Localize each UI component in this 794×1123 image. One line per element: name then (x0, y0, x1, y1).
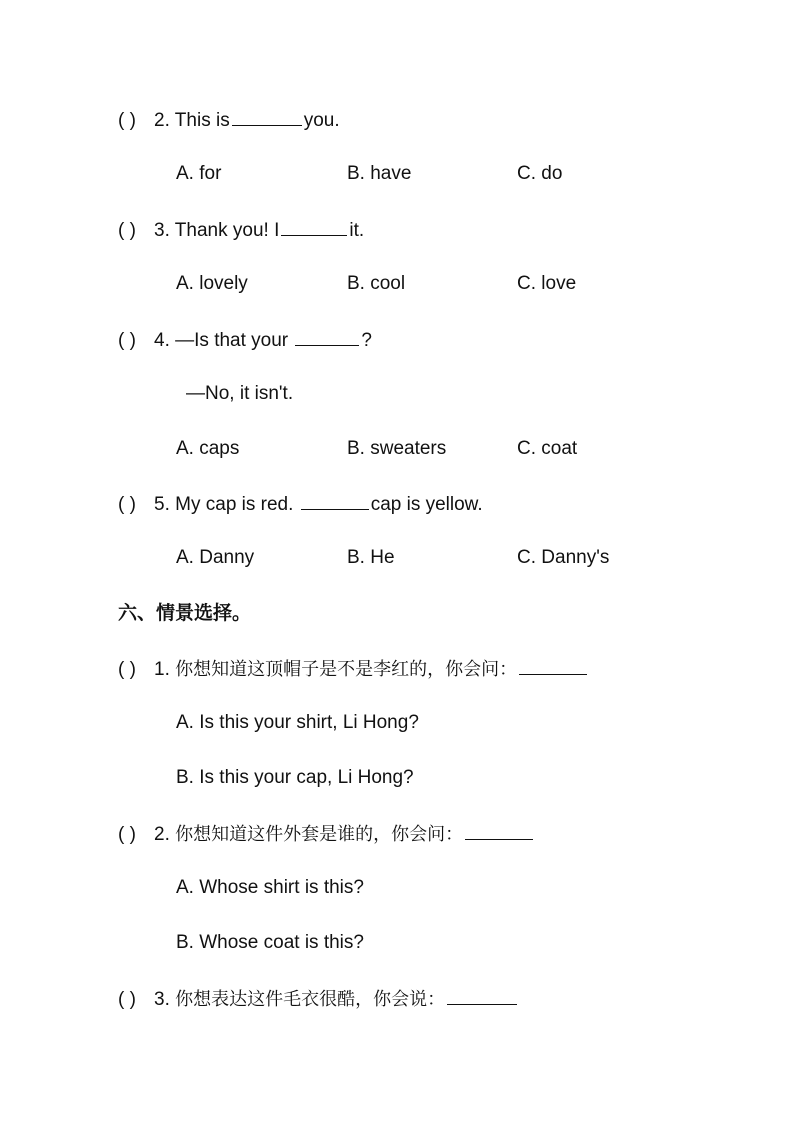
question-text-after: it. (349, 220, 365, 241)
question-number: 4. (154, 330, 170, 351)
question-3 (118, 217, 364, 243)
dialogue-reply: —No, it isn't. (186, 383, 294, 404)
option-b: B. Whose coat is this? (176, 932, 364, 953)
option-b: B. sweaters (347, 438, 447, 459)
scenario-question-1 (118, 656, 589, 682)
question-number: 3. (154, 989, 170, 1010)
option-a: A. Whose shirt is this? (176, 877, 364, 898)
question-number: 5. (154, 494, 170, 515)
question-prompt: 你想知道这件外套是谁的，你会问： (175, 824, 464, 845)
question-4 (118, 327, 372, 353)
option-a: A. caps (176, 438, 240, 459)
option-c: C. coat (517, 438, 578, 459)
option-b: B. Is this your cap, Li Hong? (176, 767, 414, 788)
option-b: B. He (347, 547, 395, 568)
question-text-after: cap is yellow. (370, 494, 483, 515)
fill-blank[interactable] (281, 217, 347, 236)
option-a: A. Danny (176, 547, 255, 568)
answer-bracket[interactable]: ( ) (118, 220, 136, 241)
answer-bracket[interactable]: ( ) (118, 824, 136, 845)
question-5 (118, 491, 483, 517)
answer-bracket[interactable]: ( ) (118, 330, 136, 351)
fill-blank[interactable] (295, 327, 359, 346)
option-c: C. do (517, 163, 563, 184)
fill-blank[interactable] (447, 986, 517, 1005)
question-number: 2. (154, 110, 170, 131)
option-c: C. Danny's (517, 547, 610, 568)
question-text-before: —Is that your (175, 330, 289, 351)
section-heading: 六、情景选择。 (118, 602, 252, 624)
option-b: B. have (347, 163, 412, 184)
answer-bracket[interactable]: ( ) (118, 110, 136, 131)
fill-blank[interactable] (465, 821, 533, 840)
question-number: 2. (154, 824, 170, 845)
fill-blank[interactable] (301, 491, 369, 510)
question-text-before: This is (174, 110, 230, 131)
question-prompt: 你想知道这顶帽子是不是李红的，你会问： (175, 659, 518, 680)
question-text-before: My cap is red. (175, 494, 294, 515)
option-c: C. love (517, 273, 577, 294)
question-text-after: ? (361, 330, 372, 351)
answer-bracket[interactable]: ( ) (118, 989, 136, 1010)
question-text-after: you. (303, 110, 340, 131)
answer-bracket[interactable]: ( ) (118, 494, 136, 515)
question-prompt: 你想表达这件毛衣很酷，你会说： (175, 989, 446, 1010)
fill-blank[interactable] (232, 107, 302, 126)
fill-blank[interactable] (519, 656, 587, 675)
question-text-before: Thank you! I (174, 220, 280, 241)
option-a: A. Is this your shirt, Li Hong? (176, 712, 419, 733)
question-number: 3. (154, 220, 170, 241)
scenario-question-3 (118, 986, 519, 1012)
scenario-question-2 (118, 821, 535, 847)
option-b: B. cool (347, 273, 406, 294)
answer-bracket[interactable]: ( ) (118, 659, 136, 680)
option-a: A. lovely (176, 273, 248, 294)
question-number: 1. (154, 659, 170, 680)
option-a: A. for (176, 163, 222, 184)
question-2 (118, 107, 340, 133)
